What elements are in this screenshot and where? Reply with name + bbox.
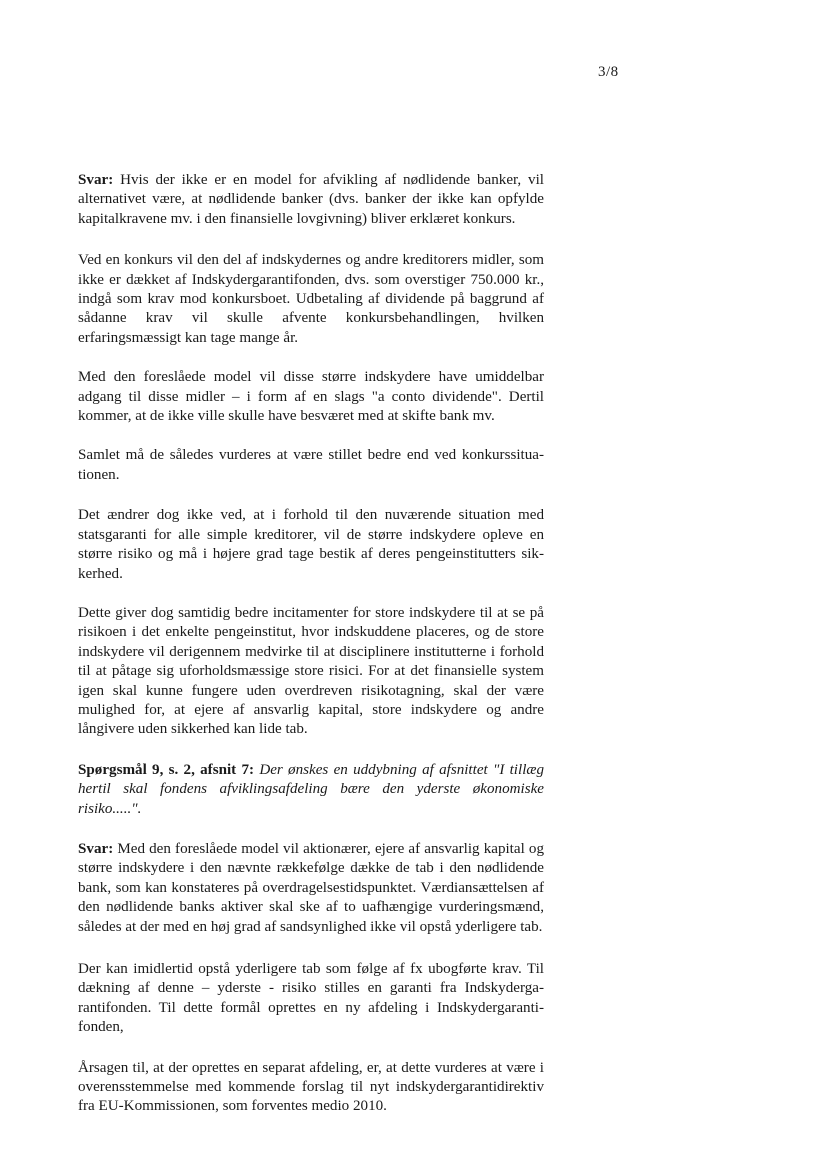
page-number: 3/8 <box>598 64 619 80</box>
paragraph-konkurs: Ved en konkurs vil den del af indskydernes og andre kreditorers midler, som ikke er dækket af Indskydergarantifonden, dvs. som overstiger 750.000 kr., indgå som krav mod konkursboet. Udbetaling af dividende på baggrund af sådanne krav vil skulle afvente konkursbehandlingen, hvilken erfaringsmæssigt kan tage mange år. <box>78 252 544 346</box>
answer-paragraph-1 <box>78 171 544 229</box>
paragraph-yderligere-tab: Der kan imidlertid opstå yderligere tab som følge af fx ubogførte krav. Til dækning af denne – yderste - risiko stilles en garanti fra Indskydergarantifonden. Til dette formål oprettes en ny afdeling i Indskydergarantifonden, <box>78 961 544 1036</box>
paragraph-text: Hvis der ikke er en model for afvikling af nødlidende banker, vil alternativet være, at nødlidende banker (dvs. banker der ikke kan opfylde kapitalkravene mv. i den finansielle lovgivning) bliver erklæret konkurs. <box>78 172 544 227</box>
paragraph-text: Med den foreslåede model vil aktionærer, ejere af ansvarlig kapital og større indskydere i den nævnte rækkefølge dække de tab i den nødlidende bank, som kan konstateres på overdragelsestidspunktet. Værdiansættelsen af den nødlidende banks aktiver skal ske af to uafhængige vurderingsmænd, således at der med en høj grad af sandsynlighed ikke vil opstå yderligere tab. <box>78 840 544 935</box>
question-label: Spørgsmål 9, s. 2, afsnit 7: <box>78 761 255 778</box>
answer-paragraph-2 <box>78 840 544 937</box>
document-body <box>78 171 544 1117</box>
paragraph-samlet: Samlet må de således vurderes at være stillet bedre end ved konkurssituationen. <box>78 447 544 483</box>
question-text: Der ønskes en uddybning af afsnittet "I tillæg hertil skal fondens afviklingsafdeling bære den yderste økonomiske risiko.....". <box>78 761 545 817</box>
answer-label: Svar: <box>78 172 114 188</box>
paragraph-statsgaranti: Det ændrer dog ikke ved, at i forhold til den nuværende situation med statsgaranti for alle simple kreditorer, vil de større indskydere opleve en større risiko og må i højere grad tage bestik af deres pengeinstitutters sikkerhed. <box>78 507 544 582</box>
paragraph-model: Med den foreslåede model vil disse større indskydere have umiddelbar adgang til disse midler – i form af en slags "a conto dividende". Dertil kommer, at de ikke ville skulle have besværet med at skifte bank mv. <box>78 369 544 425</box>
answer-label: Svar: <box>78 840 114 857</box>
paragraph-aarsagen: Årsagen til, at der oprettes en separat afdeling, er, at dette vurderes at være i overensstemmelse med kommende forslag til nyt indskydergarantidirektiv fra EU-Kommissionen, som forventes medio 2010. <box>78 1059 544 1115</box>
paragraph-incitamenter: Dette giver dog samtidig bedre incitamenter for store indskydere til at se på risikoen i det enkelte pengeinstitut, hvor indskuddene placeres, og de store indskydere vil derigennem medvirke til at disciplinere institutterne i forhold til at påtage sig uforholdsmæssige store risici. For at det finansielle system igen skal kunne fungere uden overdreven risikotagning, skal der være mulighed for, at ejere af ansvarlig kapital, store indskydere og andre långivere uden sikkerhed kan lide tab. <box>78 604 544 738</box>
question-paragraph <box>78 761 544 819</box>
